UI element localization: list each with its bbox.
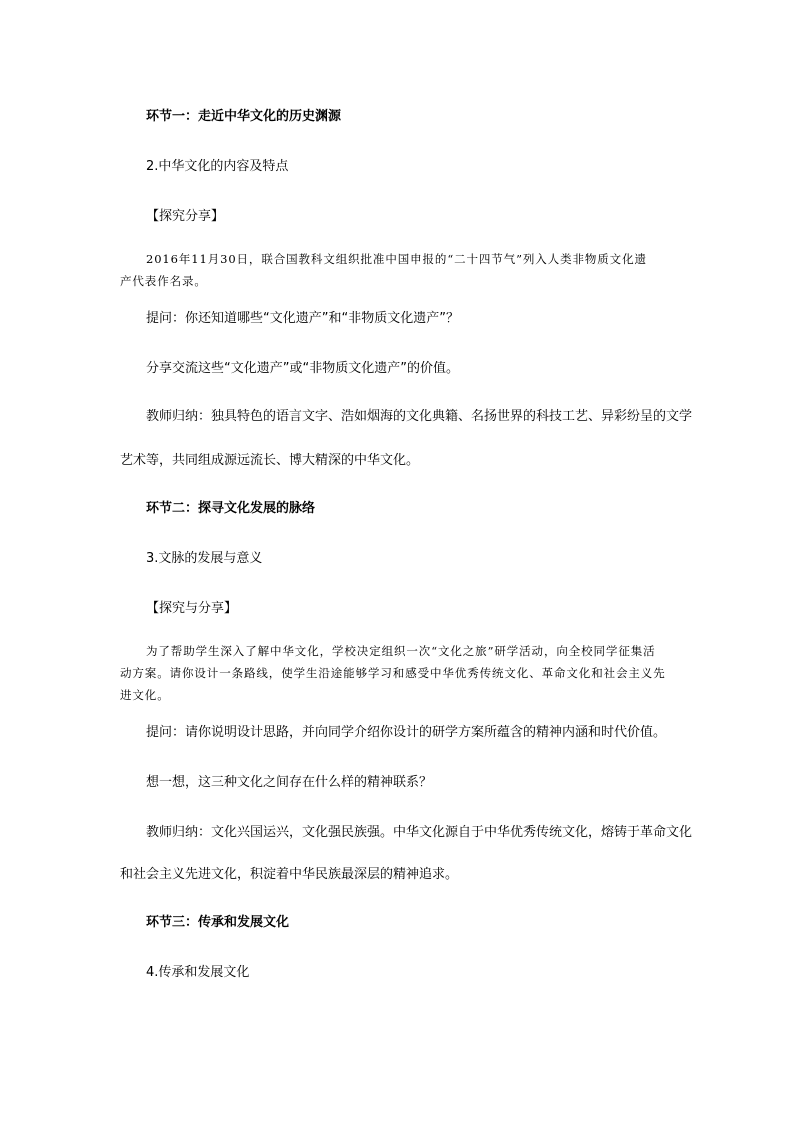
section3-subheading: 4.传承和发展文化 (146, 965, 250, 980)
section1-share: 分享交流这些“文化遗产”或“非物质文化遗产”的价值。 (146, 361, 459, 376)
section1-summary-line1: 教师归纳：独具特色的语言文字、浩如烟海的文化典籍、名扬世界的科技工艺、异彩纷呈的文学 (146, 409, 693, 424)
section1-material-line1: 2016年11月30日，联合国教科文组织批准中国申报的“二十四节气”列入人类非物质文化遗 (146, 252, 647, 266)
section2-summary-line2: 和社会主义先进文化，积淀着中华民族最深层的精神追求。 (120, 867, 459, 882)
section2-question: 提问：请你说明设计思路，并向同学介绍你设计的研学方案所蕴含的精神内涵和时代价值。 (146, 725, 667, 740)
section2-explore-label: 【探究与分享】 (146, 601, 238, 616)
section3-heading: 环节三：传承和发展文化 (146, 915, 290, 930)
section1-subheading: 2.中华文化的内容及特点 (146, 159, 289, 174)
section1-explore-label: 【探究分享】 (146, 209, 225, 224)
section2-heading: 环节二：探寻文化发展的脉络 (146, 501, 316, 516)
section2-material-line1: 为了帮助学生深入了解中华文化，学校决定组织一次“文化之旅”研学活动，向全校同学征集活 (146, 644, 656, 658)
section2-material-line2: 动方案。请你设计一条路线，使学生沿途能够学习和感受中华优秀传统文化、革命文化和社会主义先 (120, 666, 666, 680)
section2-material-line3: 进文化。 (120, 688, 170, 702)
section1-material-line2: 产代表作名录。 (120, 274, 207, 288)
section1-question: 提问：你还知道哪些“文化遗产”和“非物质文化遗产”？ (146, 311, 459, 326)
section2-summary-line1: 教师归纳：文化兴国运兴，文化强民族强。中华文化源自于中华优秀传统文化，熔铸于革命文化 (146, 825, 693, 840)
section1-heading: 环节一：走近中华文化的历史渊源 (146, 109, 342, 124)
section2-think: 想一想，这三种文化之间存在什么样的精神联系？ (146, 775, 433, 790)
section2-subheading: 3.文脉的发展与意义 (146, 551, 263, 566)
section1-summary-line2: 艺术等，共同组成源远流长、博大精深的中华文化。 (120, 453, 420, 468)
